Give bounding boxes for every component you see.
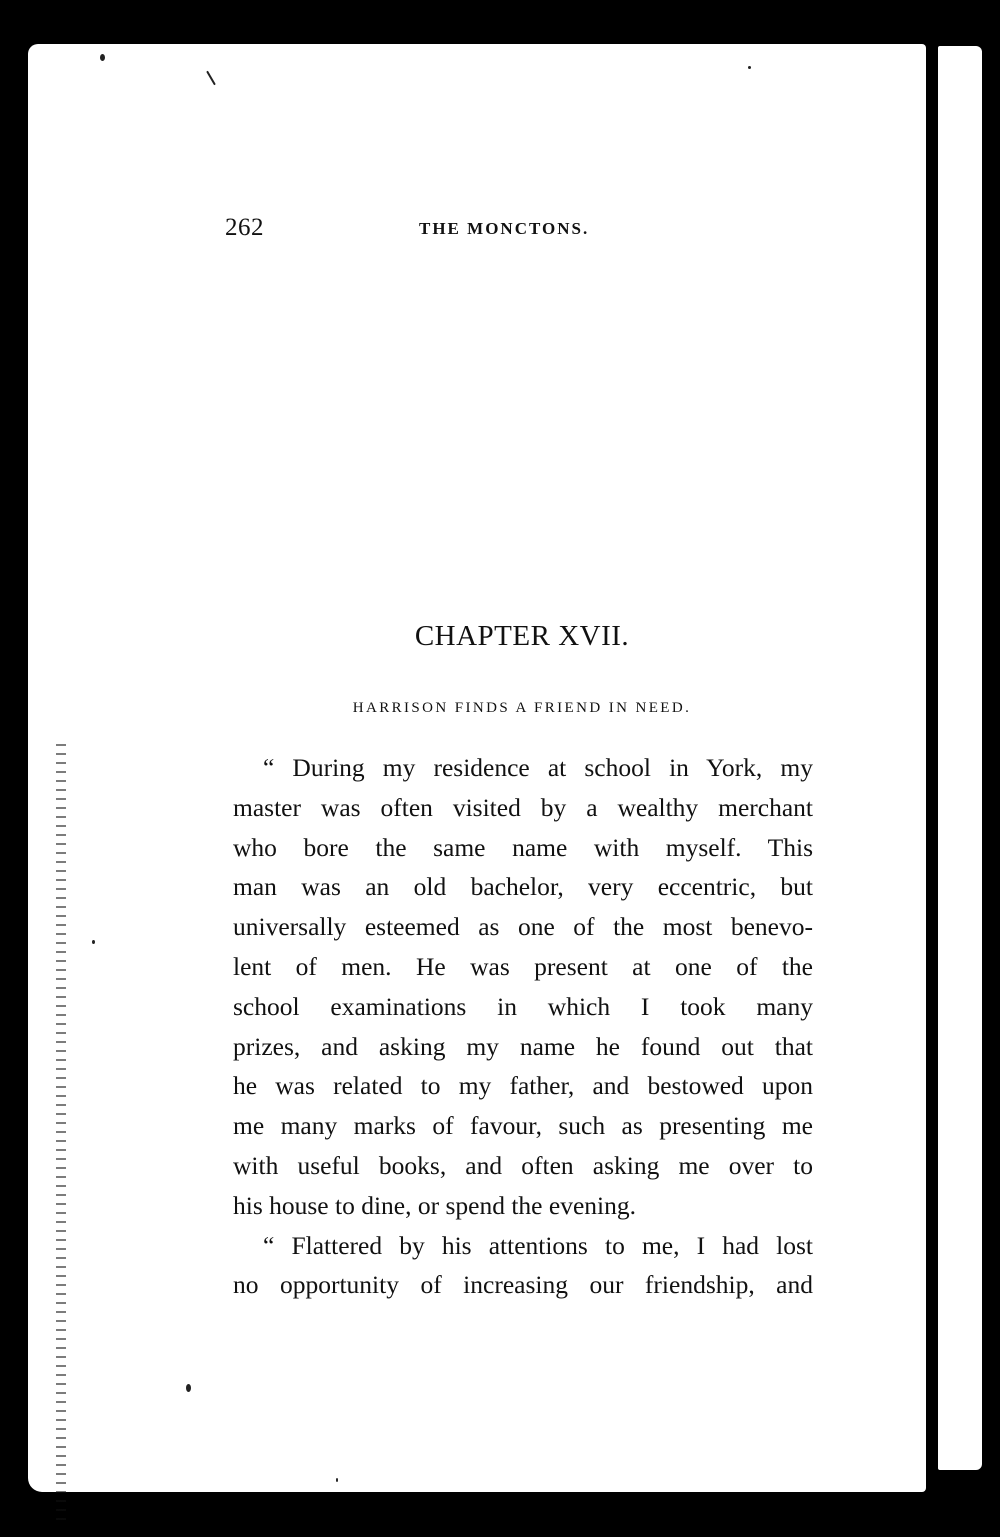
text-line: man was an old bachelor, very eccentric, but (233, 872, 813, 902)
text-line: lent of men. He was present at one of the (233, 951, 813, 981)
text-line: “ During my residence at school in York, my (263, 753, 813, 782)
page-number: 262 (225, 214, 264, 241)
text-line: he was related to my father, and bestowed upon (233, 1071, 813, 1101)
text-line: master was often visited by a wealthy merchant (233, 792, 813, 822)
text-line: no opportunity of increasing our friendship, and (233, 1270, 813, 1300)
text-line: “ Flattered by his attentions to me, I had lost (263, 1230, 813, 1260)
body-text (233, 748, 813, 1305)
running-head (225, 214, 745, 248)
scan-speck (186, 1384, 191, 1392)
scan-speck (336, 1478, 338, 1482)
text-line: with useful books, and often asking me over to (233, 1150, 813, 1180)
text-line: who bore the same name with myself. This (233, 832, 813, 862)
scan-speck (100, 54, 105, 61)
scan-speck (92, 940, 95, 944)
scan-edge-noise (56, 744, 66, 1524)
chapter-subtitle: HARRISON FINDS A FRIEND IN NEED. (352, 700, 692, 716)
page-edge-shadow (926, 40, 938, 1500)
text-line: prizes, and asking my name he found out that (233, 1031, 813, 1061)
scan-speck (748, 66, 751, 69)
chapter-title: CHAPTER XVII. (414, 620, 630, 652)
adjacent-page-strip (938, 46, 982, 1470)
text-line: universally esteemed as one of the most benevo- (233, 912, 813, 942)
text-line: school examinations in which I took many (233, 991, 813, 1021)
running-title: THE MONCTONS. (419, 219, 590, 238)
text-line: me many marks of favour, such as presenting me (233, 1111, 813, 1141)
text-line: his house to dine, or spend the evening. (233, 1190, 636, 1220)
